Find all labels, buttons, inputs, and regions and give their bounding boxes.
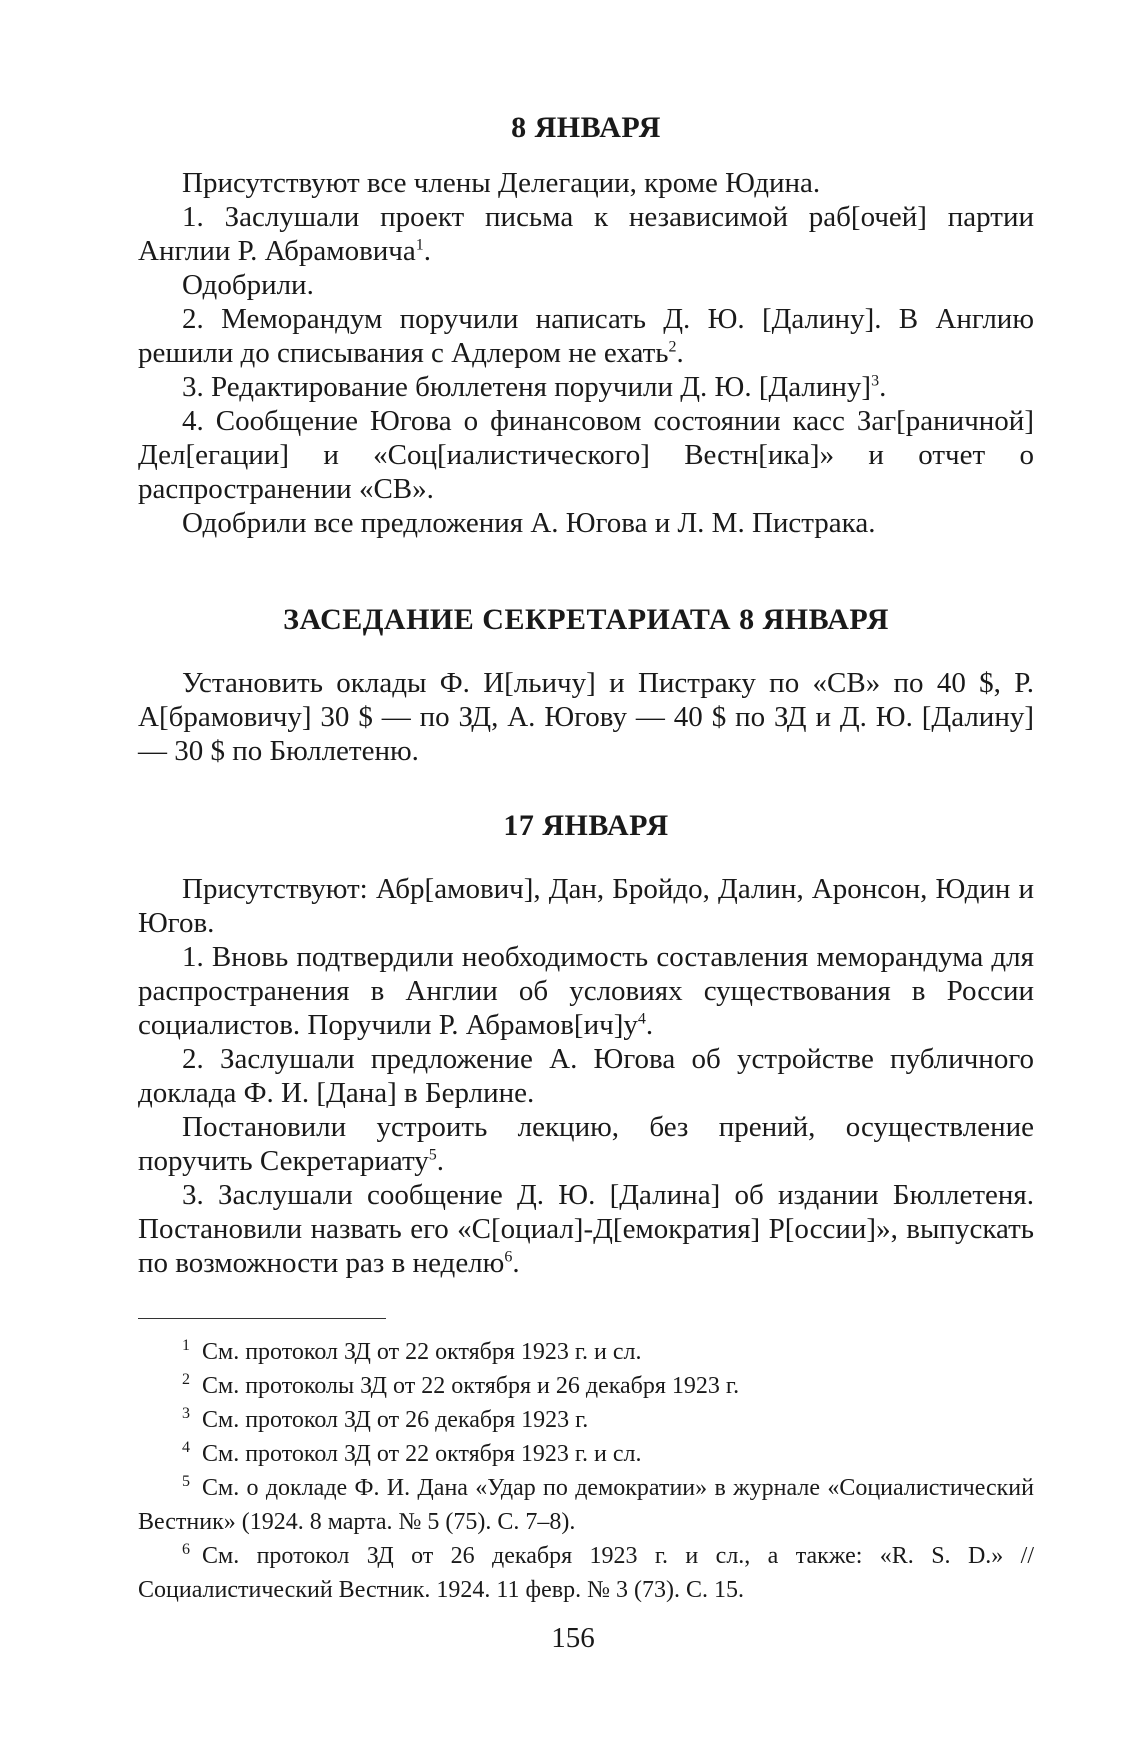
footnote-ref[interactable]: 2 xyxy=(668,338,677,356)
paragraph: Постановили устроить лекцию, без прений, осуществление поручить Секретариату$^5$. xyxy=(138,1111,1034,1177)
section-heading: 17 ЯНВАРЯ xyxy=(503,809,669,842)
footnote-number: 6 xyxy=(182,1541,190,1558)
paragraph: 3. Заслушали сообщение Д. Ю. [Далина] об издании Бюллетеня. Постановили назвать его «С[оциал]-Д[емократия] Р[оссии]», выпускать по возможности раз в неделю$^6$. xyxy=(138,1179,1034,1279)
footnote-number: 1 xyxy=(182,1337,190,1354)
section-heading: ЗАСЕДАНИЕ СЕКРЕТАРИАТА 8 ЯНВАРЯ xyxy=(283,603,889,636)
footnote-ref[interactable]: 6 xyxy=(504,1248,513,1266)
footnote: $^2$ См. протоколы ЗД от 22 октября и 26 декабря 1923 г. xyxy=(182,1371,740,1399)
footnote-ref[interactable]: 4 xyxy=(637,1010,646,1028)
footnote: $^3$ См. протокол ЗД от 26 декабря 1923 г. xyxy=(182,1405,589,1433)
footnote: $^1$ См. протокол ЗД от 22 октября 1923 г. и сл. xyxy=(182,1337,642,1365)
page-number: 156 xyxy=(551,1622,595,1654)
footnote-number: 4 xyxy=(182,1439,190,1456)
footnote-number: 5 xyxy=(182,1473,190,1490)
section-heading: 8 ЯНВАРЯ xyxy=(511,111,661,144)
footnote-number: 2 xyxy=(182,1371,190,1388)
footnote: $^6$ См. протокол ЗД от 26 декабря 1923 г. и сл., а также: «R. S. D.» // Социалистический Вестник. 1924. 11 февр. № 3 (73). С. 15. xyxy=(138,1541,1034,1603)
paragraph: Присутствуют все члены Делегации, кроме Юдина. xyxy=(182,167,821,199)
paragraph: Установить оклады Ф. И[льичу] и Пистраку по «СВ» по 40 $, Р. А[брамовичу] 30 $ — по ЗД, А. Югову — 40 $ по ЗД и Д. Ю. [Далину] — 30 $ по Бюллетеню. xyxy=(138,667,1034,767)
section-secretariat-jan-8 xyxy=(138,602,1034,768)
section-jan-17 xyxy=(138,808,1034,1280)
footnote-number: 3 xyxy=(182,1405,190,1422)
section-body xyxy=(138,666,1034,768)
paragraph: 1. Заслушали проект письма к независимой раб[очей] партии Англии Р. Абрамовича$^1$. xyxy=(138,201,1034,267)
section-body xyxy=(138,872,1034,1280)
footnote-ref[interactable]: 1 xyxy=(415,236,424,254)
footnotes xyxy=(138,1335,1034,1607)
section-jan-8 xyxy=(138,110,1034,540)
paragraph: 1. Вновь подтвердили необходимость составления меморандума для распространения в Англии об условиях существования в России социалистов. Поручили Р. $Абрамов[ич]у^4$. xyxy=(138,941,1034,1041)
paragraph: 2. Меморандум поручили написать Д. Ю. [Далину]. В Англию решили до списывания с Адлером не ехать$^2$. xyxy=(138,303,1034,369)
footnote-ref[interactable]: 3 xyxy=(871,372,880,390)
footnote-separator xyxy=(138,1318,386,1319)
footnote: $^5$ См. о докладе Ф. И. Дана «Удар по демократии» в журнале «Социалистический Вестник» (1924. 8 марта. № 5 (75). С. 7–8). xyxy=(138,1473,1034,1535)
paragraph: 2. Заслушали предложение А. Югова об устройстве публичного доклада Ф. И. [Дана] в Берлине. xyxy=(138,1043,1034,1109)
paragraph: Одобрили все предложения А. Югова и Л. М. Пистрака. xyxy=(182,507,876,539)
paragraph: 4. Сообщение Югова о финансовом состоянии касс Заг[раничной] Дел[егации] и «Соц[иалистического] Вестн[ика]» и отчет о распространении «СВ». xyxy=(138,405,1034,505)
section-body xyxy=(138,166,1034,540)
paragraph: Одобрили. xyxy=(182,269,314,301)
paragraph: 3. Редактирование бюллетеня поручили Д. Ю. [Далину]$^3$. xyxy=(182,371,887,403)
paragraph: Присутствуют: Абр[амович], Дан, Бройдо, Далин, Аронсон, Юдин и Югов. xyxy=(138,873,1034,939)
footnote: $^4$ См. протокол ЗД от 22 октября 1923 г. и сл. xyxy=(182,1439,642,1467)
footnote-ref[interactable]: 5 xyxy=(428,1146,437,1164)
